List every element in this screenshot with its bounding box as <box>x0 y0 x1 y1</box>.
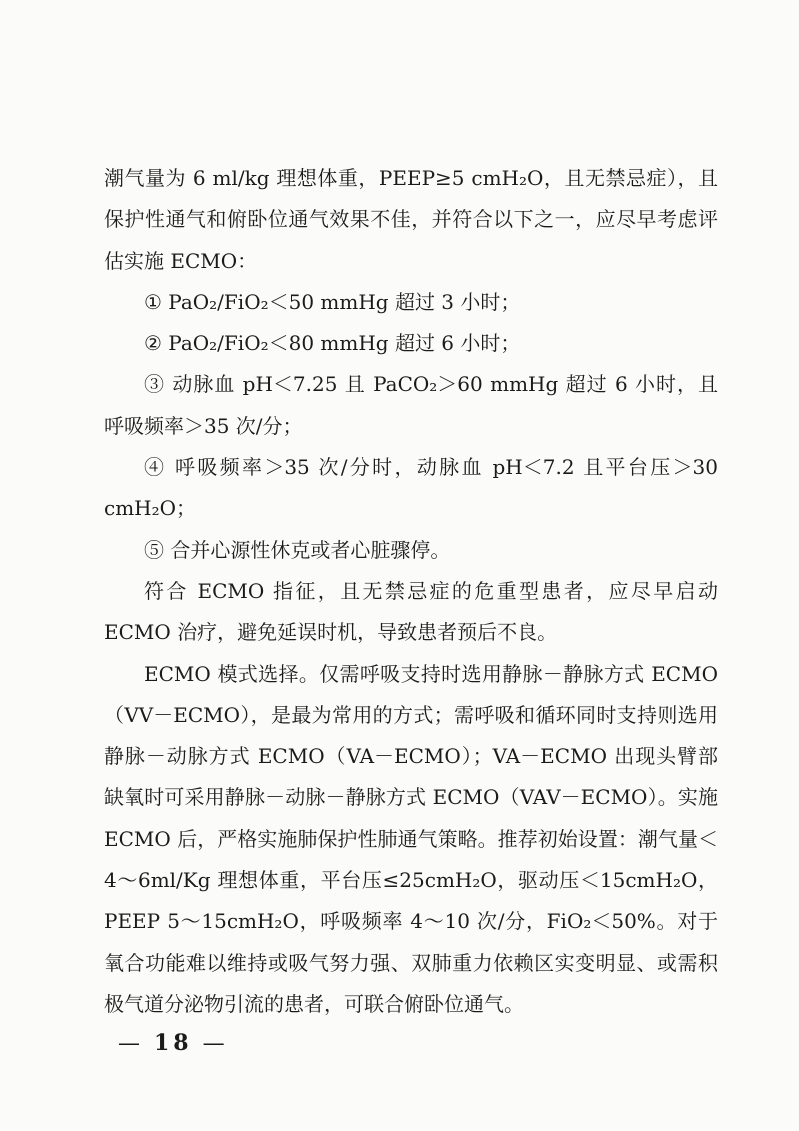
criterion-1: ① PaO₂/FiO₂＜50 mmHg 超过 3 小时； <box>144 289 521 314</box>
criterion-4: ④ 呼吸频率＞35 次/分时，动脉血 pH＜7.2 且平台压＞30 cmH₂O； <box>104 455 718 521</box>
page-dash-left: — <box>118 1031 144 1056</box>
page-dash-right: — <box>202 1031 229 1056</box>
criterion-2: ② PaO₂/FiO₂＜80 mmHg 超过 6 小时； <box>144 331 521 356</box>
paragraph-ecmo-criteria: 潮气量为 6 ml/kg 理想体重，PEEP≥5 cmH₂O，且无禁忌症），且保护性通气和俯卧位通气效果不佳，并符合以下之一，应尽早考虑评估实施 ECMO： <box>104 166 718 273</box>
criterion-5: ⑤ 合并心源性休克或者心脏骤停。 <box>144 537 451 562</box>
criterion-3: ③ 动脉血 pH＜7.25 且 PaCO₂＞60 mmHg 超过 6 小时，且呼吸频率＞35 次/分； <box>104 372 718 438</box>
paragraph-ecmo-indication: 符合 ECMO 指征，且无禁忌症的危重型患者，应尽早启动 ECMO 治疗，避免延误时机，导致患者预后不良。 <box>104 578 718 645</box>
body-text <box>104 158 718 1025</box>
page-number-value: 18 <box>154 1030 193 1056</box>
paragraph-ecmo-mode: ECMO 模式选择。仅需呼吸支持时选用静脉－静脉方式 ECMO（VV－ECMO），是最为常用的方式；需呼吸和循环同时支持则选用静脉－动脉方式 ECMO（VA－ECMO）；VA－ECMO 出现头臂部缺氧时可采用静脉－动脉－静脉方式 ECMO（VAV－ECMO）。实施 ECMO 后，严格实施肺保护性肺通气策略。推荐初始设置：潮气量＜4～6ml/Kg 理想体重，平台压≤25cmH₂O，驱动压＜15cmH₂O，PEEP 5～15cmH₂O，呼吸频率 4～10 次/分，FiO₂＜50%。对于氧合功能难以维持或吸气努力强、双肺重力依赖区实变明显、或需积极气道分泌物引流的患者，可联合俯卧位通气。 <box>104 661 718 1016</box>
page-number <box>118 1030 229 1056</box>
